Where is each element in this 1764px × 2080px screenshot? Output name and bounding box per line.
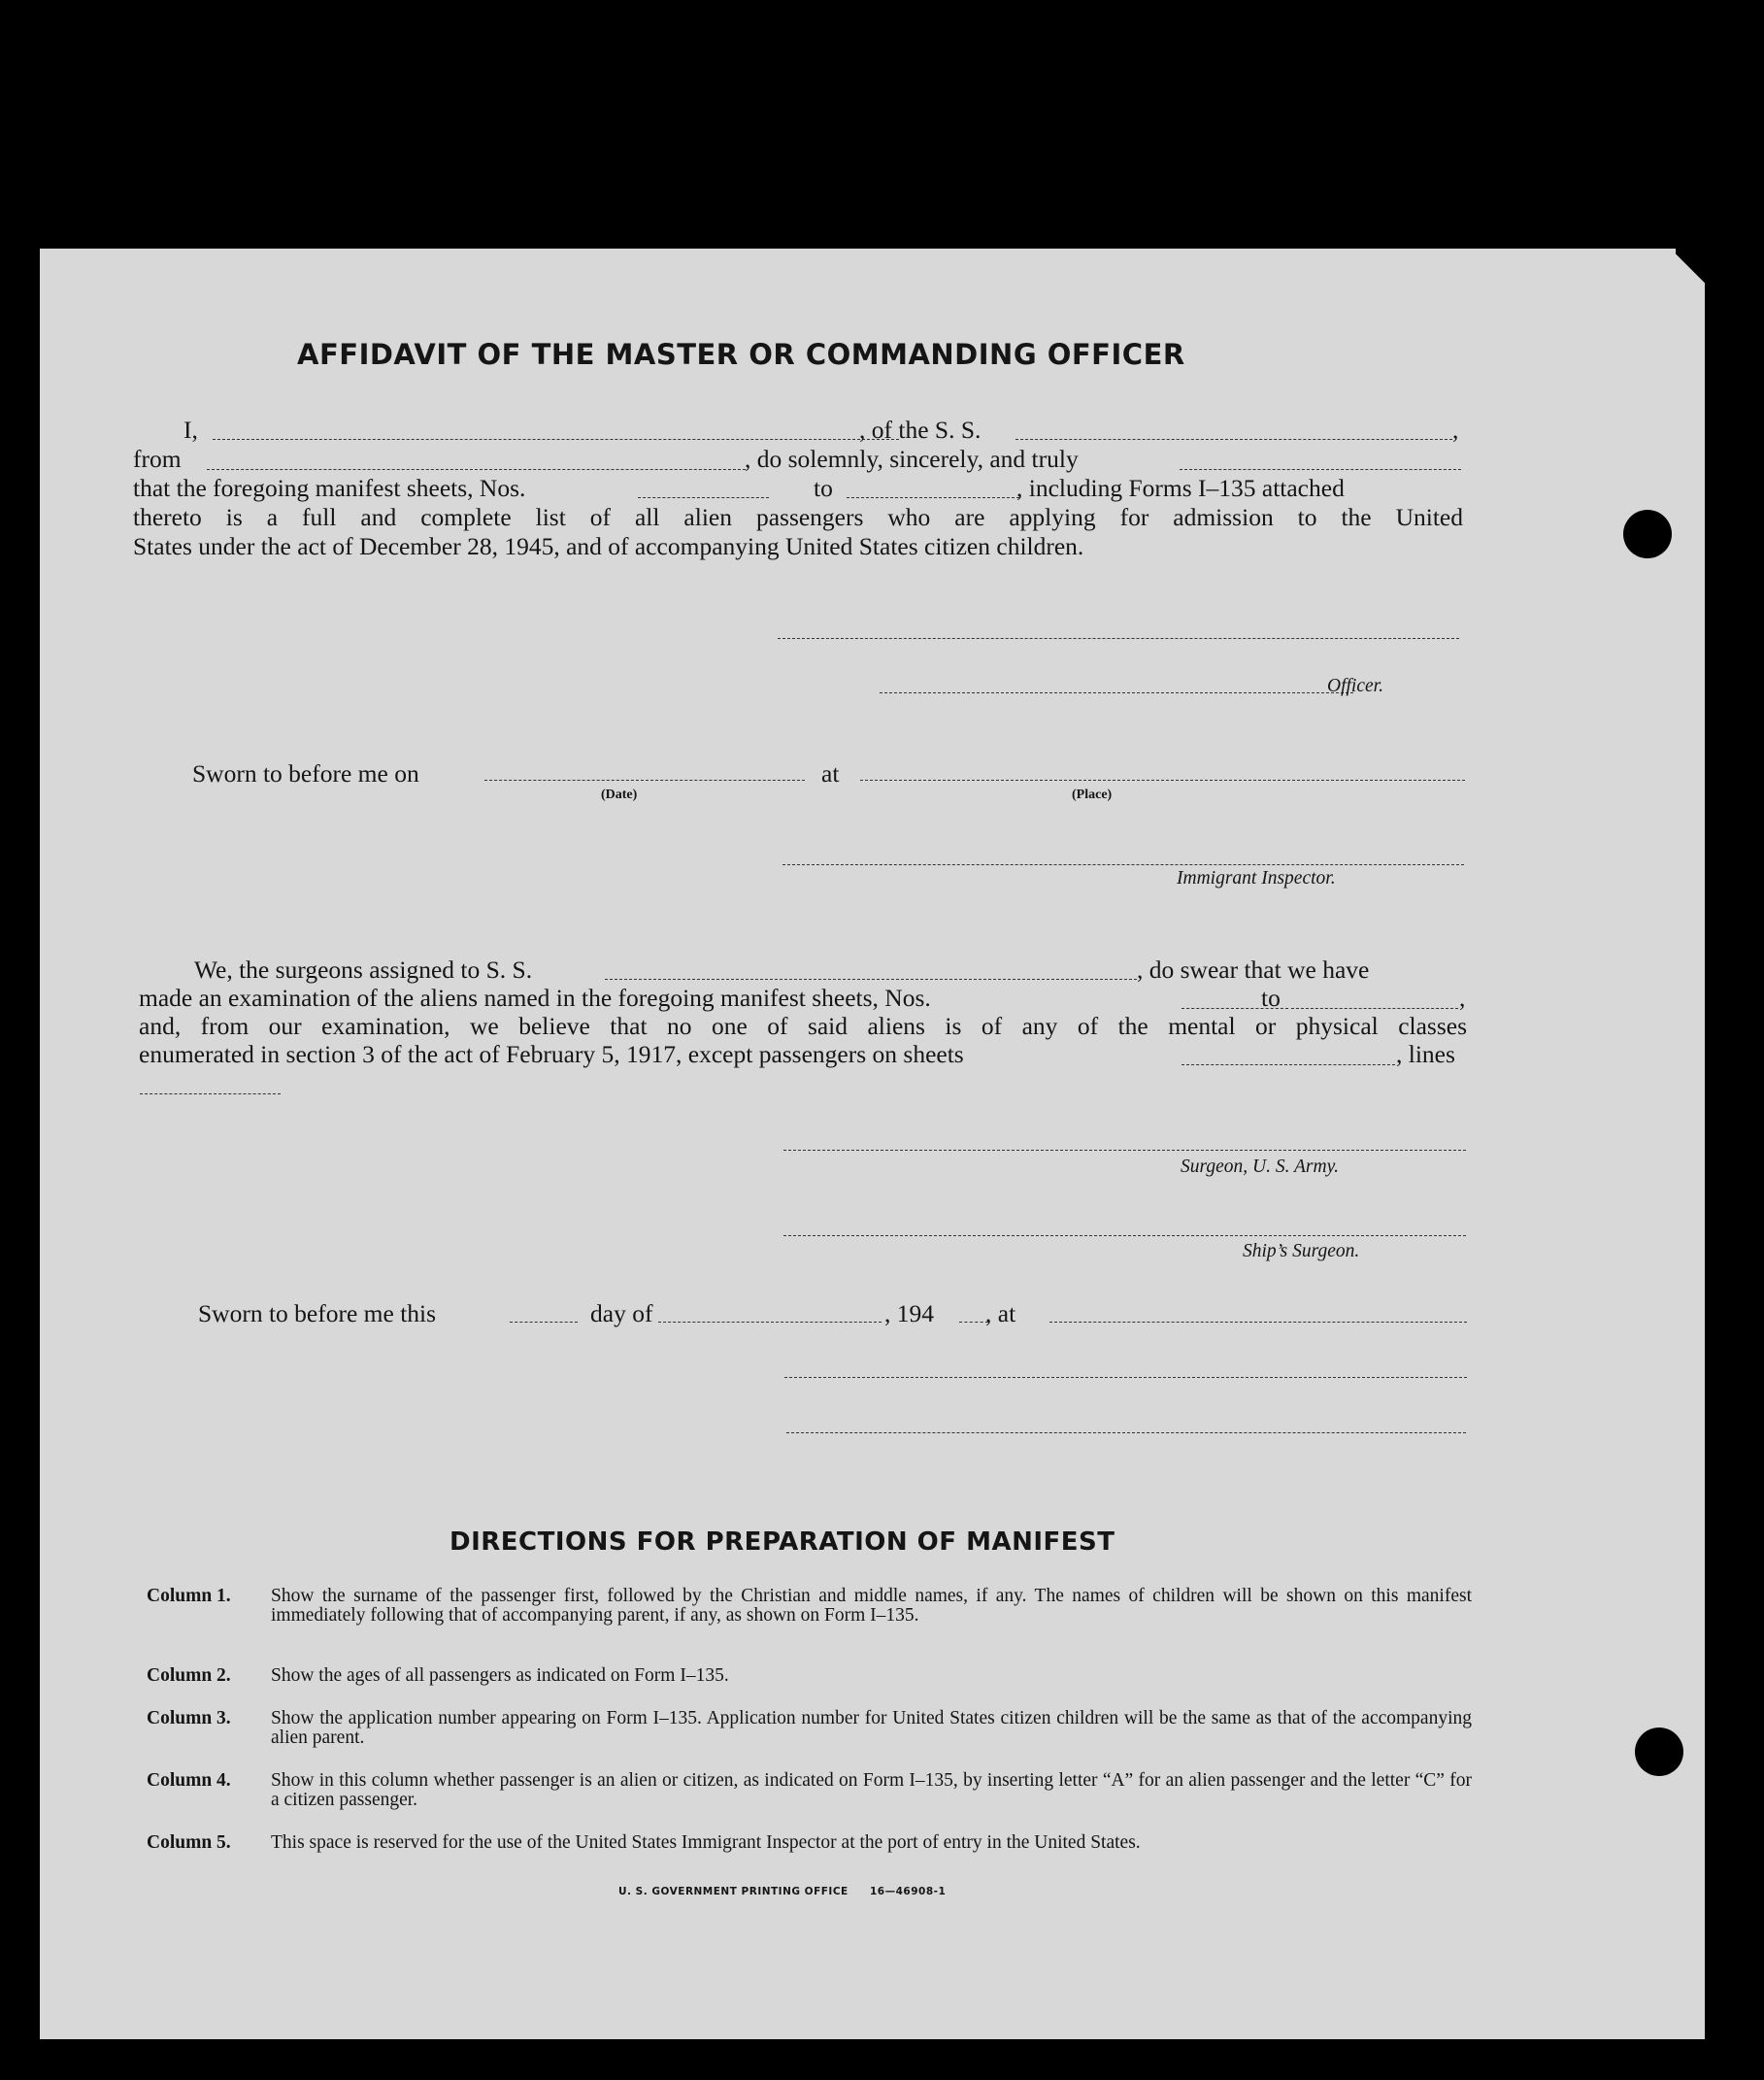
from-port-field[interactable]: [207, 469, 746, 470]
form-sheet: [40, 249, 1705, 2039]
sworn-text: , 194: [884, 1299, 934, 1327]
column-instruction: Show the surname of the passenger first, followed by the Christian and middle names, if any. The names of children will be shown on this manifest immediately following that of accompanying parent, if any, as shown on Form I–135.: [271, 1586, 1472, 1626]
surgeons-text: and, from our examination, we believe that no one of said aliens is of any of the mental or physical classes: [139, 1012, 1467, 1040]
signature-line[interactable]: [786, 1432, 1466, 1433]
printer-imprint: U. S. GOVERNMENT PRINTING OFFICE: [618, 1886, 849, 1897]
affidavit-text: thereto is a full and complete list of all alien passengers who are applying for admission to the United: [133, 503, 1463, 531]
army-surgeon-signature-line[interactable]: [783, 1150, 1466, 1151]
surgeons-text: made an examination of the aliens named in the foregoing manifest sheets, Nos.: [139, 984, 931, 1012]
ship-name-field[interactable]: [1015, 439, 1452, 440]
punch-hole-top: [1623, 510, 1672, 558]
column-instruction: Show the application number appearing on Form I–135. Application number for United States citizen children will be the same as that of the accompanying alien parent.: [271, 1708, 1472, 1748]
year-field[interactable]: [959, 1322, 988, 1323]
column-instruction: This space is reserved for the use of the United States Immigrant Inspector at the port of entry in the United States.: [271, 1832, 1141, 1853]
surgeon-ship-field[interactable]: [605, 979, 1137, 980]
affidavit-text: States under the act of December 28, 1945, and of accompanying United States citizen children.: [133, 532, 1084, 560]
sworn-date-field[interactable]: [484, 780, 805, 781]
sworn-at-field[interactable]: [1049, 1322, 1467, 1323]
column-label: Column 2.: [147, 1665, 231, 1686]
column-instruction: Show in this column whether passenger is an alien or citizen, as indicated on Form I–135, by inserting letter “A” for an alien passenger and the letter “C” for a citizen passenger.: [271, 1770, 1472, 1810]
date-label: (Date): [601, 788, 638, 802]
surgeons-text: ,: [1459, 984, 1466, 1012]
officer-title-line[interactable]: [880, 692, 1353, 693]
direction-item: [147, 1666, 1472, 1686]
affidavit-text: to: [814, 474, 833, 502]
column-label: Column 5.: [147, 1832, 231, 1853]
sworn-text: at: [821, 759, 840, 788]
affidavit-blank-field[interactable]: [1180, 469, 1461, 470]
page-title: AFFIDAVIT OF THE MASTER OR COMMANDING OFFICER: [297, 338, 1185, 371]
direction-item: [147, 1709, 1472, 1748]
direction-item: [147, 1771, 1472, 1810]
day-field[interactable]: [510, 1322, 578, 1323]
except-sheets-field[interactable]: [1182, 1064, 1395, 1065]
column-label: Column 3.: [147, 1708, 231, 1728]
affidavit-text: , of the S. S.: [859, 416, 982, 444]
army-surgeon-label: Surgeon, U. S. Army.: [1181, 1157, 1340, 1177]
surgeons-text: enumerated in section 3 of the act of February 5, 1917, except passengers on sheets: [139, 1040, 964, 1068]
sheets-from-field[interactable]: [638, 497, 769, 498]
except-lines-field[interactable]: [140, 1093, 281, 1094]
column-label: Column 1.: [147, 1586, 231, 1606]
surgeons-text: to: [1261, 984, 1281, 1012]
ship-surgeon-signature-line[interactable]: [783, 1235, 1466, 1236]
sworn-text: , at: [985, 1299, 1016, 1327]
inspector-label: Immigrant Inspector.: [1177, 868, 1336, 889]
affidavit-text: from: [133, 445, 182, 473]
form-code: 16—46908-1: [870, 1886, 947, 1897]
affidavit-text: , do solemnly, sincerely, and truly: [745, 445, 1079, 473]
ship-surgeon-label: Ship’s Surgeon.: [1243, 1241, 1360, 1261]
inspector-signature-line[interactable]: [782, 864, 1464, 865]
sworn-text: day of: [590, 1299, 653, 1327]
sheets-to-field[interactable]: [847, 497, 1019, 498]
sworn-text: Sworn to before me on: [192, 759, 419, 788]
place-label: (Place): [1072, 788, 1113, 802]
surgeons-text: , do swear that we have: [1137, 956, 1370, 984]
affidavit-text: I,: [183, 416, 198, 444]
direction-item: [147, 1587, 1472, 1626]
column-label: Column 4.: [147, 1770, 231, 1791]
directions-title: DIRECTIONS FOR PREPARATION OF MANIFEST: [449, 1527, 1115, 1557]
column-instruction: Show the ages of all passengers as indicated on Form I–135.: [271, 1665, 729, 1686]
direction-item: [147, 1833, 1472, 1853]
affidavit-text: ,: [1452, 416, 1459, 444]
signature-line[interactable]: [784, 1377, 1467, 1378]
name-field[interactable]: [213, 439, 899, 440]
sworn-text: Sworn to before me this: [198, 1299, 437, 1327]
officer-label: Officer.: [1327, 676, 1383, 696]
surgeons-text: We, the surgeons assigned to S. S.: [194, 956, 533, 984]
month-field[interactable]: [658, 1322, 882, 1323]
officer-signature-line[interactable]: [778, 638, 1459, 639]
surgeons-text: , lines: [1396, 1040, 1455, 1068]
sworn-place-field[interactable]: [860, 780, 1465, 781]
punch-hole-bottom: [1635, 1728, 1683, 1776]
surgeon-sheets-to-field[interactable]: [1291, 1008, 1458, 1009]
affidavit-text: , including Forms I–135 attached: [1016, 474, 1345, 502]
affidavit-text: that the foregoing manifest sheets, Nos.: [133, 474, 526, 502]
